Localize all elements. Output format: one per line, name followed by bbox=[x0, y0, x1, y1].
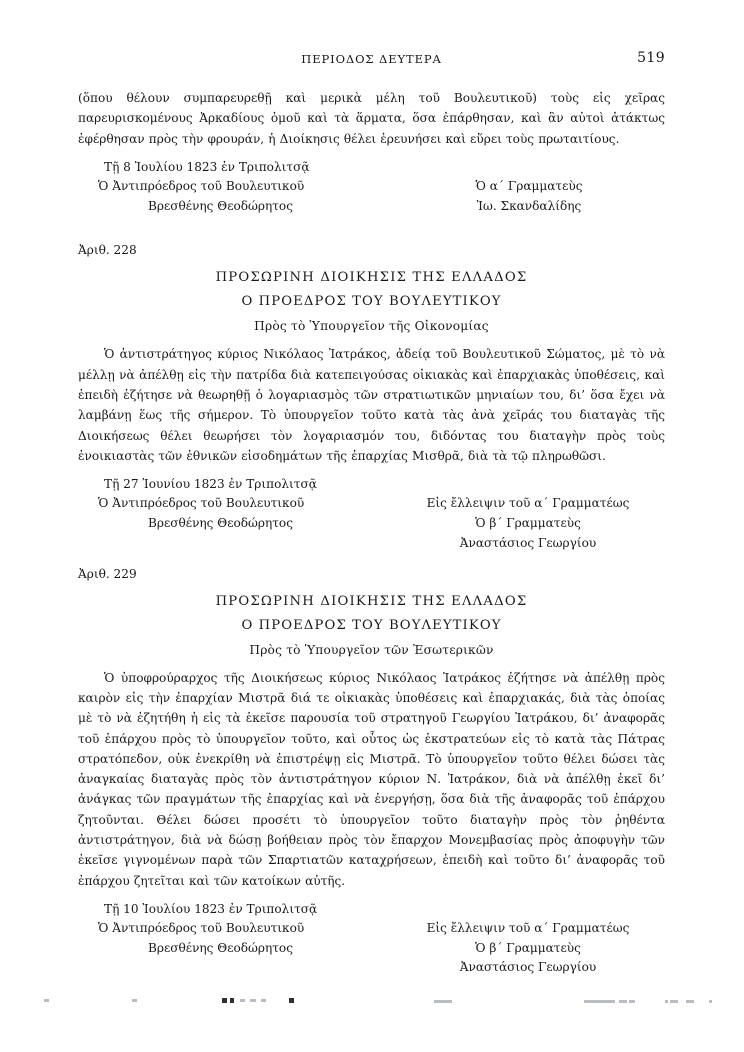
scan-speck bbox=[289, 998, 294, 1003]
scan-speck bbox=[261, 999, 266, 1002]
signatory-role: Ὁ Ἀντιπρόεδρος τοῦ Βουλευτικοῦ bbox=[98, 179, 305, 194]
scan-speck bbox=[222, 998, 227, 1003]
signature-right-228 bbox=[418, 494, 638, 553]
paragraph-continued: (ὅπου θέλουν συμπαρευρεθῇ καὶ μερικὰ μέλη τοῦ Βουλευτικοῦ) τοὺς εἰς χεῖρας παρευρισκομένους Ἀρκαδίους ὁμοῦ καὶ τὰ ἅρματα, ὅσα ἐπάρθησαν, καὶ ἂν αὐτοὶ ἀτάκτως ἐφέρθησαν πρὸς τὴν φρουράν, ἡ Διοίκησις θέλει ἐρευνήσει καὶ εὕρει τοὺς πρωταιτίους. bbox=[78, 91, 665, 146]
dateline-229: Τῇ 10 Ἰουλίου 1823 ἐν Τριπολιτσᾷ bbox=[104, 901, 318, 916]
scan-speck bbox=[449, 1000, 452, 1003]
secretary-name: Ἀναστάσιος Γεωργίου bbox=[459, 960, 597, 975]
act-addressee: Πρὸς τὸ Ὑπουργεῖον τῆς Οἰκονομίας bbox=[254, 319, 489, 334]
scan-speck bbox=[709, 1000, 712, 1003]
signatory-name: Βρεσθένης Θεοδώρητος bbox=[148, 940, 293, 955]
dateline-228: Τῇ 27 Ἰουνίου 1823 ἐν Τριπολιτσᾷ bbox=[104, 477, 317, 492]
dateline-0: Τῇ 8 Ἰουλίου 1823 ἐν Τριπολιτσᾷ bbox=[104, 159, 310, 174]
scan-speck bbox=[605, 1000, 615, 1003]
act-heading-228 bbox=[78, 266, 665, 338]
signature-left-0 bbox=[78, 177, 304, 216]
scan-speck bbox=[665, 1000, 668, 1003]
act-title-sub: Ο ΠΡΟΕΔΡΟΣ ΤΟΥ ΒΟΥΛΕΥΤΙΚΟΥ bbox=[241, 294, 502, 310]
act-heading-229 bbox=[78, 590, 665, 662]
signatory-role: Ὁ Ἀντιπρόεδρος τοῦ Βουλευτικοῦ bbox=[98, 496, 305, 511]
spacer bbox=[78, 891, 665, 899]
scan-artifact-band bbox=[0, 990, 744, 1010]
spacer bbox=[78, 149, 665, 157]
scan-speck bbox=[434, 1000, 450, 1003]
signatory-name: Βρεσθένης Θεοδώρητος bbox=[148, 516, 293, 531]
signature-block-0 bbox=[78, 177, 665, 216]
spacer bbox=[78, 466, 665, 474]
signature-block-229 bbox=[78, 919, 665, 975]
act-title-main: ΠΡΟΣΩΡΙΝΗ ΔΙΟΙΚΗΣΙΣ ΤΗΣ ΕΛΛΑΔΟΣ bbox=[215, 270, 528, 286]
signature-right-0 bbox=[436, 177, 622, 216]
act-body-229: Ὁ ὑποφρούραρχος τῆς Διοικήσεως κύριος Νικόλαος Ἰατράκος ἐζήτησε νὰ ἀπέλθῃ πρὸς καιρὸν εἰς τὴν ἐπαρχίαν Μιστρᾶ διά τε οἰκιακὰς ὑποθέσεις καὶ ἐπαρχιακάς, διὰ τὰς ὁποίας μὲ τὸ νὰ ἐζητήθη ἡ εἰς τὰ ἐκεῖσε παρουσία τοῦ στρατηγοῦ Γεωργίου Ἰατράκου, δι’ ἀναφορᾶς τοῦ ἐπάρχου πρὸς τὸ ὑπουργεῖον τοῦτο, καὶ οὗτος ὡς ἐκστρατεύων εἰς τὸ κατὰ τὰς Πάτρας στρατόπεδον, οὐκ ἐνεκρίθη νὰ ἐπιστρέψῃ εἰς Μιστρᾶ. Τὸ ὑπουργεῖον τοῦτο θέλει δώσει τὰς ἀναγκαίας διαταγὰς πρὸς τὸν ἀντιστράτηγον κύριον Ν. Ἰατράκον, διὰ νὰ ἀπέλθῃ ἐκεῖ δι’ ἀνάγκας τῶν πραγμάτων τῆς ἐπαρχίας καὶ νὰ ἐνεργήσῃ, ὅσα διὰ τῆς ἀναφορᾶς τοῦ ἐπάρχου ζητοῦνται. Θέλει δώσει προσέτι τὸ ὑπουργεῖον τοῦτο διαταγὴν πρὸς τὸν ῥηθέντα ἀντιστράτηγον, διὰ νὰ δώσῃ βοήθειαν πρὸς τὸν ἔπαρχον Μονεμβασίας πρὸς ἀποφυγὴν τῶν ἐκεῖσε γιγνομένων παρὰ τῶν Σπαρτιατῶν καταχρήσεων, ἐπειδὴ καὶ τοῦτο δι’ ἀναφορᾶς τοῦ ἐπάρχου ζητεῖται καὶ τῶν κατοίκων αὐτῆς. bbox=[78, 670, 665, 888]
signature-block-228 bbox=[78, 494, 665, 550]
act-addressee: Πρὸς τὸ Ὑπουργεῖον τῶν Ἐσωτερικῶν bbox=[249, 642, 494, 657]
act-title-main: ΠΡΟΣΩΡΙΝΗ ΔΙΟΙΚΗΣΙΣ ΤΗΣ ΕΛΛΑΔΟΣ bbox=[215, 593, 528, 609]
scan-speck bbox=[670, 1000, 678, 1003]
scan-speck bbox=[250, 999, 256, 1002]
act-number-228: Ἀριθ. 228 bbox=[78, 243, 137, 258]
running-head-title: ΠΕΡΙΟΔΟΣ ΔΕΥΤΕΡΑ bbox=[301, 52, 442, 66]
signatory-role: Ὁ Ἀντιπρόεδρος τοῦ Βουλευτικοῦ bbox=[98, 921, 305, 936]
secretary-name: Ἰω. Σκανδαλίδης bbox=[476, 198, 582, 213]
secretary-name: Ἀναστάσιος Γεωργίου bbox=[459, 535, 597, 550]
scan-speck bbox=[590, 1000, 606, 1003]
signature-left-229 bbox=[78, 919, 304, 958]
signature-left-228 bbox=[78, 494, 304, 533]
signature-right-229 bbox=[418, 919, 638, 978]
secretary-substitute-note: Εἰς ἔλλειψιν τοῦ α΄ Γραμματέως bbox=[426, 496, 630, 511]
secretary-role: Ὁ β΄ Γραμματεὺς bbox=[475, 516, 581, 531]
running-header bbox=[78, 52, 665, 70]
scan-speck bbox=[230, 998, 234, 1003]
act-title-sub: Ο ΠΡΟΕΔΡΟΣ ΤΟΥ ΒΟΥΛΕΥΤΙΚΟΥ bbox=[241, 617, 502, 633]
act-number-229: Ἀριθ. 229 bbox=[78, 566, 137, 581]
scan-speck bbox=[629, 1000, 635, 1003]
secretary-substitute-note: Εἰς ἔλλειψιν τοῦ α΄ Γραμματέως bbox=[426, 921, 630, 936]
scan-speck bbox=[44, 999, 49, 1002]
scan-speck bbox=[600, 1000, 603, 1003]
text-body bbox=[78, 88, 665, 975]
spacer bbox=[78, 216, 665, 240]
secretary-role: Ὁ α΄ Γραμματεὺς bbox=[475, 179, 583, 194]
scan-speck bbox=[240, 999, 245, 1002]
signatory-name: Βρεσθένης Θεοδώρητος bbox=[148, 198, 293, 213]
page-number: 519 bbox=[637, 50, 665, 66]
scan-speck bbox=[132, 999, 137, 1002]
act-body-228: Ὁ ἀντιστράτηγος κύριος Νικόλαος Ἰατράκος, ἀδείᾳ τοῦ Βουλευτικοῦ Σώματος, μὲ τὸ νὰ μέλλῃ νὰ ἀπέλθῃ εἰς τὴν πατρίδα διὰ κατεπειγούσας οἰκιακὰς καὶ ἐπαρχιακὰς ὑποθέσεις, καὶ ἐπειδὴ ἐζήτησε νὰ θεωρηθῇ ὁ λογαριασμὸς τῶν στρατιωτικῶν μηνιαίων του, δι’ ὅσα ἔχει νὰ λαμβάνῃ ἕως τῆς σήμερον. Τὸ ὑπουργεῖον τοῦτο κατὰ τὰς ἀνὰ χεῖράς του διαταγὰς τῆς Διοικήσεως θέλει θεωρήσει τὸν λογαριασμόν του, διδόντας του διαταγὴν πρὸς τοὺς ἐνοικιαστὰς τῶν ἐθνικῶν εἰσοδημάτων τῆς ἐπαρχίας Μισθρᾶ, διὰ τὰ τῷ πληρωθῶσι. bbox=[78, 347, 665, 463]
scan-speck bbox=[619, 1000, 627, 1003]
secretary-role: Ὁ β΄ Γραμματεὺς bbox=[475, 940, 581, 955]
scan-speck bbox=[686, 1000, 694, 1003]
